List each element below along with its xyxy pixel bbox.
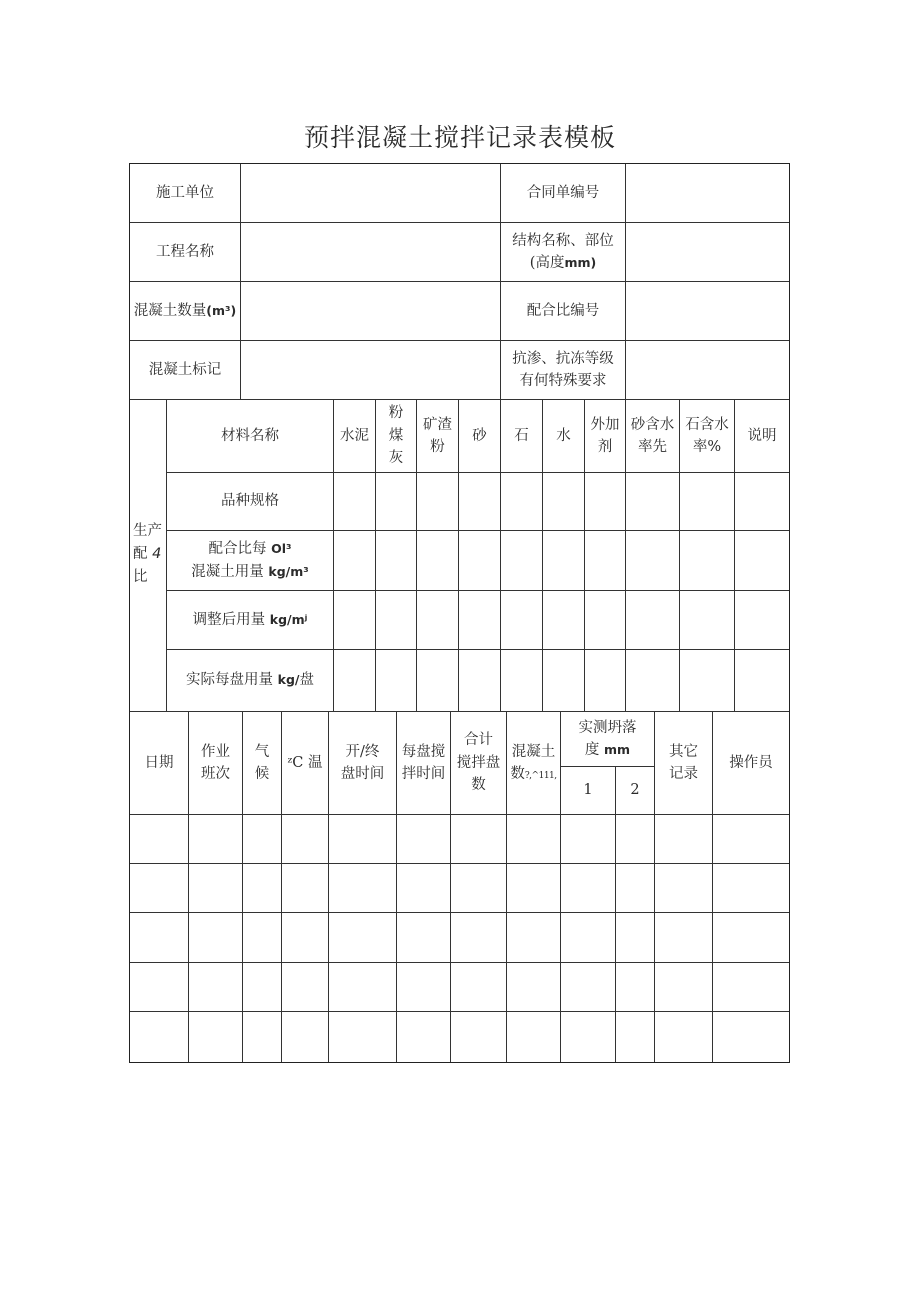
- log-input-cell[interactable]: [654, 962, 713, 1012]
- log-input-cell[interactable]: [242, 814, 282, 864]
- log-input-cell[interactable]: [712, 814, 790, 864]
- log-input-cell[interactable]: [281, 814, 329, 864]
- log-header-operator: 操作员: [712, 711, 790, 815]
- log-input-cell[interactable]: [654, 1011, 713, 1063]
- log-input-cell[interactable]: [188, 863, 243, 913]
- mix-side-label: 生产 配 4 比: [129, 399, 167, 712]
- log-header-slump-1: 1: [560, 766, 616, 815]
- mix-input-cell[interactable]: [734, 649, 790, 712]
- label-structure: 结构名称、部位 (高度mm): [500, 222, 626, 282]
- mix-input-cell[interactable]: [333, 472, 376, 531]
- log-header-slump-2: 2: [615, 766, 655, 815]
- log-input-cell[interactable]: [242, 912, 282, 963]
- mix-input-cell[interactable]: [679, 530, 735, 591]
- mix-input-cell[interactable]: [416, 530, 459, 591]
- log-input-cell[interactable]: [654, 912, 713, 963]
- log-input-cell[interactable]: [328, 863, 397, 913]
- log-input-cell[interactable]: [450, 912, 507, 963]
- log-input-cell[interactable]: [560, 912, 616, 963]
- mix-header-cement: 水泥: [333, 399, 376, 473]
- mix-input-cell[interactable]: [584, 530, 626, 591]
- mix-input-cell[interactable]: [500, 472, 543, 531]
- mix-input-cell[interactable]: [333, 649, 376, 712]
- mix-header-sand-moisture: 砂含水 率先: [625, 399, 680, 473]
- label-concrete-mark: 混凝土标记: [129, 340, 241, 400]
- log-input-cell[interactable]: [281, 1011, 329, 1063]
- log-input-cell[interactable]: [654, 814, 713, 864]
- log-input-cell[interactable]: [129, 863, 189, 913]
- field-concrete-mark[interactable]: [240, 340, 501, 400]
- field-special-req[interactable]: [625, 340, 790, 400]
- page-title: 预拌混凝土搅拌记录表模板: [303, 123, 616, 152]
- log-input-cell[interactable]: [328, 912, 397, 963]
- log-input-cell[interactable]: [712, 1011, 790, 1063]
- log-input-cell[interactable]: [615, 863, 655, 913]
- field-contract-no[interactable]: [625, 163, 790, 223]
- log-input-cell[interactable]: [396, 912, 451, 963]
- mix-header-material-name: 材料名称: [166, 399, 334, 473]
- log-input-cell[interactable]: [281, 962, 329, 1012]
- field-mix-no[interactable]: [625, 281, 790, 341]
- log-input-cell[interactable]: [560, 814, 616, 864]
- mix-header-water: 水: [542, 399, 585, 473]
- mix-input-cell[interactable]: [584, 649, 626, 712]
- log-input-cell[interactable]: [615, 1011, 655, 1063]
- field-structure[interactable]: [625, 222, 790, 282]
- log-input-cell[interactable]: [328, 962, 397, 1012]
- log-input-cell[interactable]: [450, 962, 507, 1012]
- field-project-name[interactable]: [240, 222, 501, 282]
- log-input-cell[interactable]: [615, 912, 655, 963]
- log-input-cell[interactable]: [188, 912, 243, 963]
- mix-input-cell[interactable]: [734, 530, 790, 591]
- log-header-slump: 实测坍落 度 mm: [560, 711, 655, 767]
- mix-input-cell[interactable]: [458, 649, 501, 712]
- mix-header-flyash: 粉 煤 灰: [375, 399, 417, 473]
- mix-input-cell[interactable]: [734, 472, 790, 531]
- log-input-cell[interactable]: [450, 863, 507, 913]
- log-input-cell[interactable]: [712, 863, 790, 913]
- mix-input-cell[interactable]: [416, 590, 459, 650]
- label-mix-no: 配合比编号: [500, 281, 626, 341]
- mix-input-cell[interactable]: [458, 530, 501, 591]
- mix-input-cell[interactable]: [416, 649, 459, 712]
- log-input-cell[interactable]: [506, 962, 561, 1012]
- log-input-cell[interactable]: [560, 863, 616, 913]
- log-input-cell[interactable]: [188, 814, 243, 864]
- log-input-cell[interactable]: [129, 912, 189, 963]
- log-input-cell[interactable]: [450, 1011, 507, 1063]
- mix-header-slag: 矿渣 粉: [416, 399, 459, 473]
- mix-input-cell[interactable]: [333, 530, 376, 591]
- log-input-cell[interactable]: [328, 1011, 397, 1063]
- mix-header-stone: 石: [500, 399, 543, 473]
- mix-input-cell[interactable]: [679, 472, 735, 531]
- label-concrete-qty: 混凝土数量(m³): [129, 281, 241, 341]
- log-input-cell[interactable]: [396, 1011, 451, 1063]
- mix-row-ratio-label: 配合比每 Ol³ 混凝土用量 kg/m³: [166, 530, 334, 591]
- mix-input-cell[interactable]: [542, 649, 585, 712]
- mix-input-cell[interactable]: [584, 472, 626, 531]
- label-project-name: 工程名称: [129, 222, 241, 282]
- log-header-date: 日期: [129, 711, 189, 815]
- mix-input-cell[interactable]: [458, 590, 501, 650]
- mix-input-cell[interactable]: [625, 590, 680, 650]
- mix-header-sand: 砂: [458, 399, 501, 473]
- mix-input-cell[interactable]: [542, 590, 585, 650]
- log-header-temperature: ᶻC 温: [281, 711, 329, 815]
- log-input-cell[interactable]: [560, 1011, 616, 1063]
- mix-input-cell[interactable]: [500, 649, 543, 712]
- log-input-cell[interactable]: [242, 962, 282, 1012]
- log-input-cell[interactable]: [281, 863, 329, 913]
- log-input-cell[interactable]: [615, 814, 655, 864]
- mix-input-cell[interactable]: [458, 472, 501, 531]
- log-input-cell[interactable]: [129, 814, 189, 864]
- log-input-cell[interactable]: [506, 1011, 561, 1063]
- mix-row-spec-label: 品种规格: [166, 472, 334, 531]
- mix-input-cell[interactable]: [625, 530, 680, 591]
- log-input-cell[interactable]: [506, 814, 561, 864]
- mix-input-cell[interactable]: [584, 590, 626, 650]
- mix-input-cell[interactable]: [679, 649, 735, 712]
- log-input-cell[interactable]: [242, 863, 282, 913]
- label-contract-no: 合同单编号: [500, 163, 626, 223]
- log-header-shift: 作业 班次: [188, 711, 243, 815]
- mix-input-cell[interactable]: [734, 590, 790, 650]
- log-input-cell[interactable]: [328, 814, 397, 864]
- field-concrete-qty[interactable]: [240, 281, 501, 341]
- log-input-cell[interactable]: [712, 962, 790, 1012]
- log-header-total-batches: 合计 搅拌盘 数: [450, 711, 507, 815]
- log-input-cell[interactable]: [129, 1011, 189, 1063]
- mix-header-admixture: 外加 剂: [584, 399, 626, 473]
- mix-row-actual-label: 实际每盘用量 kg/盘: [166, 649, 334, 712]
- log-input-cell[interactable]: [396, 962, 451, 1012]
- label-construction-unit: 施工单位: [129, 163, 241, 223]
- mix-input-cell[interactable]: [500, 530, 543, 591]
- mix-input-cell[interactable]: [679, 590, 735, 650]
- mix-input-cell[interactable]: [416, 472, 459, 531]
- field-construction-unit[interactable]: [240, 163, 501, 223]
- log-header-weather: 气 候: [242, 711, 282, 815]
- log-input-cell[interactable]: [242, 1011, 282, 1063]
- log-input-cell[interactable]: [712, 912, 790, 963]
- mix-input-cell[interactable]: [542, 472, 585, 531]
- mix-input-cell[interactable]: [542, 530, 585, 591]
- log-input-cell[interactable]: [615, 962, 655, 1012]
- label-special-req: 抗渗、抗冻等级 有何特殊要求: [500, 340, 626, 400]
- mix-input-cell[interactable]: [333, 590, 376, 650]
- log-input-cell[interactable]: [188, 1011, 243, 1063]
- log-header-other-records: 其它 记录: [654, 711, 713, 815]
- mix-input-cell[interactable]: [375, 590, 417, 650]
- log-header-start-end-time: 开/终 盘时间: [328, 711, 397, 815]
- log-input-cell[interactable]: [188, 962, 243, 1012]
- log-input-cell[interactable]: [506, 912, 561, 963]
- mix-input-cell[interactable]: [500, 590, 543, 650]
- mix-header-note: 说明: [734, 399, 790, 473]
- mix-row-adjusted-label: 调整后用量 kg/mʲ: [166, 590, 334, 650]
- log-input-cell[interactable]: [560, 962, 616, 1012]
- log-input-cell[interactable]: [506, 863, 561, 913]
- mix-input-cell[interactable]: [625, 649, 680, 712]
- log-input-cell[interactable]: [654, 863, 713, 913]
- mix-input-cell[interactable]: [375, 649, 417, 712]
- mix-input-cell[interactable]: [625, 472, 680, 531]
- mix-input-cell[interactable]: [375, 472, 417, 531]
- mix-input-cell[interactable]: [375, 530, 417, 591]
- log-input-cell[interactable]: [396, 814, 451, 864]
- log-input-cell[interactable]: [281, 912, 329, 963]
- mix-header-stone-moisture: 石含水 率%: [679, 399, 735, 473]
- log-input-cell[interactable]: [129, 962, 189, 1012]
- log-header-mix-time: 每盘搅 拌时间: [396, 711, 451, 815]
- log-input-cell[interactable]: [396, 863, 451, 913]
- log-header-concrete-qty: 混凝土 数?,^111,: [506, 711, 561, 815]
- log-input-cell[interactable]: [450, 814, 507, 864]
